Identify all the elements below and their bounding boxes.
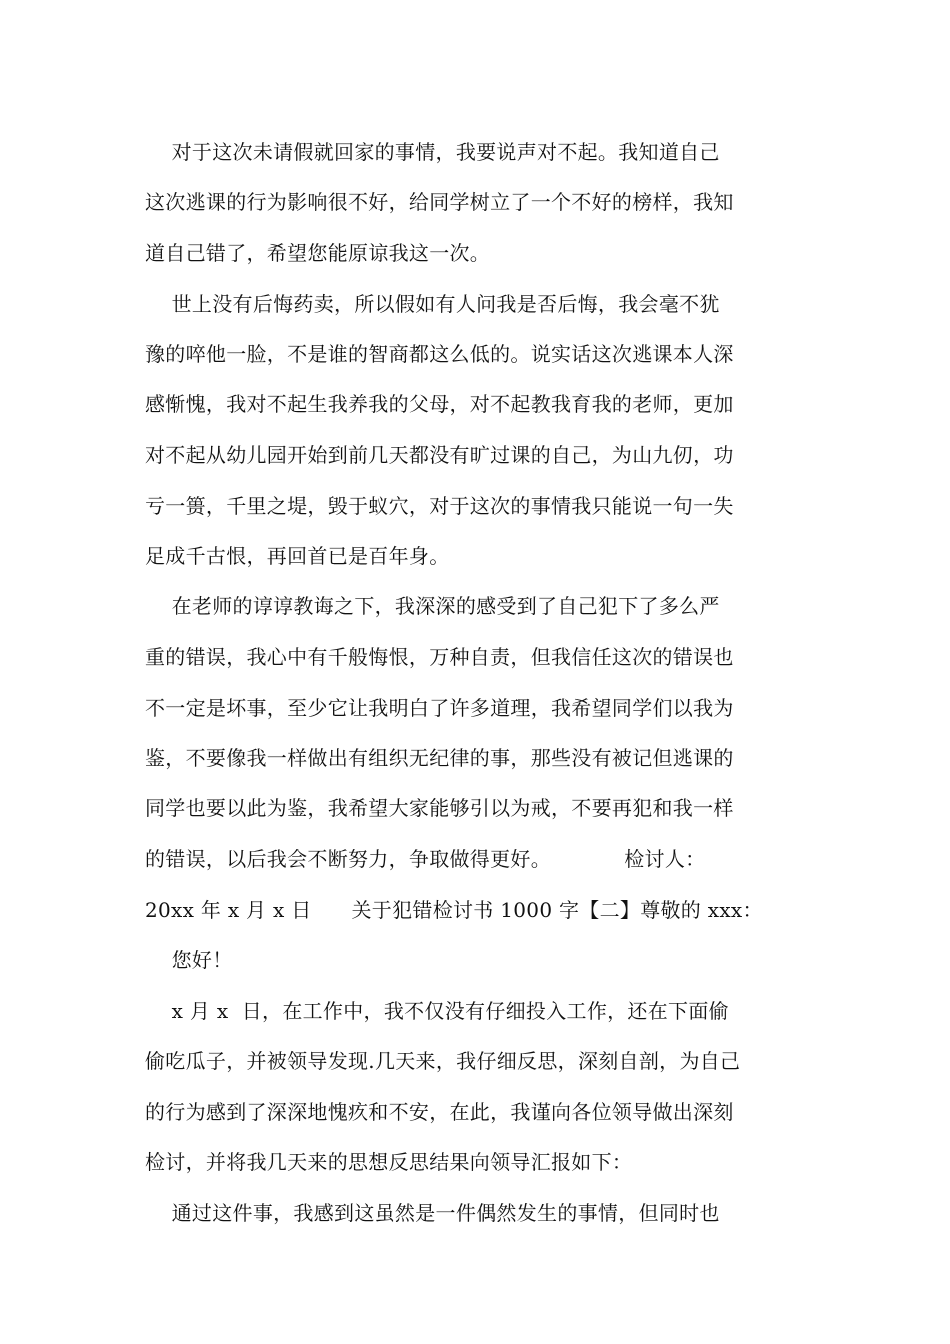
text-line: 通过这件事，我感到这虽然是一件偶然发生的事情，但同时也 bbox=[145, 1201, 720, 1225]
text-line: 同学也要以此为鉴，我希望大家能够引以为戒，不要再犯和我一样 bbox=[145, 796, 734, 820]
text-line: 重的错误，我心中有千般悔恨，万种自责，但我信任这次的错误也 bbox=[145, 645, 734, 669]
text-line: 的错误，以后我会不断努力，争取做得更好。 检讨人： bbox=[145, 847, 706, 871]
text-line: 亏一篑，千里之堤，毁于蚁穴，对于这次的事情我只能说一句一失 bbox=[145, 494, 734, 518]
text-line: 在老师的谆谆教诲之下，我深深的感受到了自己犯下了多么严 bbox=[145, 594, 720, 618]
text-line: 世上没有后悔药卖，所以假如有人问我是否后悔，我会毫不犹 bbox=[145, 292, 720, 316]
text-line: 20xx 年 x 月 x 日 关于犯错检讨书 1000 字【二】尊敬的 xxx： bbox=[145, 898, 763, 922]
text-line: 豫的啐他一脸，不是谁的智商都这么低的。说实话这次逃课本人深 bbox=[145, 342, 734, 366]
text-line: 不一定是坏事，至少它让我明白了许多道理，我希望同学们以我为 bbox=[145, 696, 734, 720]
text-line: 感惭愧，我对不起生我养我的父母，对不起教我育我的老师，更加 bbox=[145, 392, 734, 416]
text-line: 对于这次未请假就回家的事情，我要说声对不起。我知道自己 bbox=[145, 140, 720, 164]
text-line: 的行为感到了深深地愧疚和不安，在此，我谨向各位领导做出深刻 bbox=[145, 1100, 734, 1124]
text-line: x 月 x 日，在工作中，我不仅没有仔细投入工作，还在下面偷 bbox=[145, 999, 729, 1023]
text-line: 您好！ bbox=[145, 948, 233, 972]
text-line: 足成千古恨，再回首已是百年身。 bbox=[145, 544, 450, 568]
text-line: 这次逃课的行为影响很不好，给同学树立了一个不好的榜样，我知 bbox=[145, 190, 734, 214]
text-line: 鉴，不要像我一样做出有组织无纪律的事，那些没有被记但逃课的 bbox=[145, 746, 734, 770]
text-line: 道自己错了，希望您能原谅我这一次。 bbox=[145, 241, 491, 265]
text-line: 检讨，并将我几天来的思想反思结果向领导汇报如下： bbox=[145, 1150, 633, 1174]
text-line: 对不起从幼儿园开始到前几天都没有旷过课的自己，为山九仞，功 bbox=[145, 443, 734, 467]
text-line: 偷吃瓜子，并被领导发现.几天来，我仔细反思，深刻自剖，为自己 bbox=[145, 1049, 741, 1073]
